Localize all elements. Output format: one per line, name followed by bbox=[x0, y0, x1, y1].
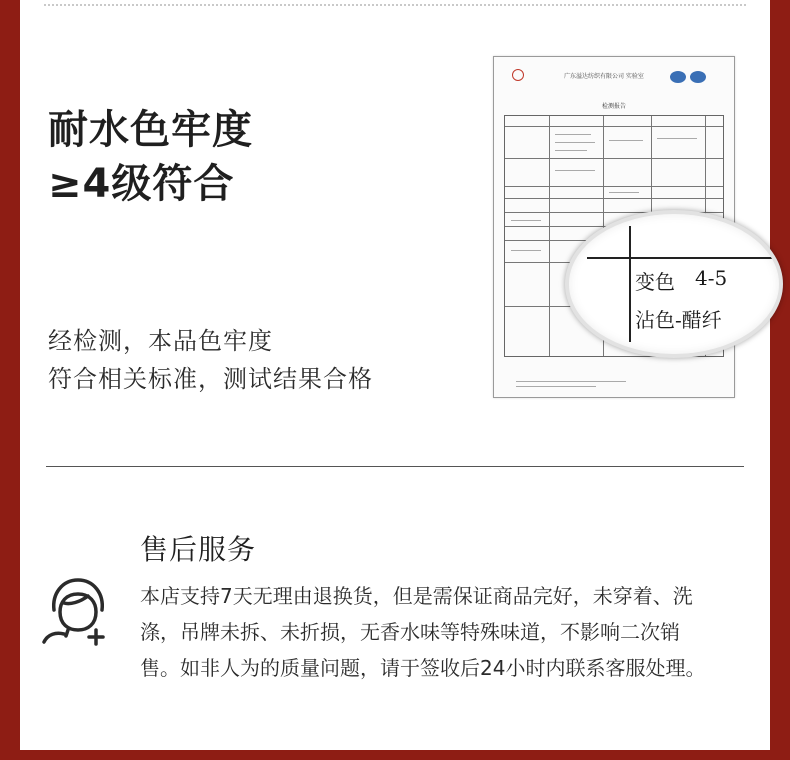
after-sales-line1: 本店支持7天无理由退换货，但是需保证商品完好，未穿着、洗 bbox=[140, 584, 693, 608]
report-table-column bbox=[549, 116, 550, 356]
zoom-color-change-label: 变色 bbox=[635, 270, 675, 294]
zoom-table-line bbox=[587, 257, 779, 259]
after-sales-policy bbox=[140, 578, 750, 686]
report-text-line bbox=[555, 170, 595, 171]
report-text-line bbox=[555, 150, 587, 151]
report-text-line bbox=[516, 381, 626, 382]
report-table-row bbox=[505, 198, 723, 199]
content-card bbox=[20, 0, 770, 750]
section-divider bbox=[46, 466, 744, 467]
report-text-line bbox=[555, 134, 591, 135]
after-sales-line3: 售。如非人为的质量问题，请于签收后24小时内联系客服处理。 bbox=[140, 656, 706, 680]
after-sales-line2: 涤，吊牌未拆、未折损，无香水味等特殊味道，不影响二次销 bbox=[140, 620, 680, 644]
report-text-line bbox=[511, 220, 541, 221]
report-zoom-lens bbox=[565, 210, 783, 358]
fastness-desc-line1: 经检测，本品色牢度 bbox=[48, 327, 273, 355]
report-header: 广东溢达纺织有限公司 实验室 bbox=[564, 73, 644, 80]
report-text-line bbox=[511, 250, 541, 251]
report-text-line bbox=[555, 142, 595, 143]
after-sales-title: 售后服务 bbox=[140, 533, 257, 566]
report-table-row bbox=[505, 158, 723, 159]
report-text-line bbox=[609, 140, 643, 141]
report-text-line bbox=[609, 192, 639, 193]
cnas-mark-icon bbox=[690, 71, 706, 83]
zoom-table-line bbox=[629, 226, 631, 342]
report-title: 检测报告 bbox=[601, 103, 626, 110]
top-dotted-divider bbox=[44, 4, 746, 6]
report-text-line bbox=[516, 386, 596, 387]
report-footer bbox=[516, 381, 636, 387]
report-table-row bbox=[505, 126, 723, 127]
zoom-staining-label: 沾色-醋纤 bbox=[635, 308, 722, 332]
fastness-title: 耐水色牢度 bbox=[48, 107, 253, 153]
fastness-grade: ≥4级符合 bbox=[48, 161, 235, 207]
fastness-description bbox=[48, 322, 373, 398]
report-text-line bbox=[657, 138, 697, 139]
ilac-mark-icon bbox=[670, 71, 686, 83]
report-table-row bbox=[505, 186, 723, 187]
lab-logo-icon bbox=[512, 69, 524, 81]
customer-service-icon bbox=[40, 572, 114, 646]
fastness-desc-line2: 符合相关标准，测试结果合格 bbox=[48, 365, 373, 393]
zoom-color-change-value: 4-5 bbox=[695, 266, 728, 290]
